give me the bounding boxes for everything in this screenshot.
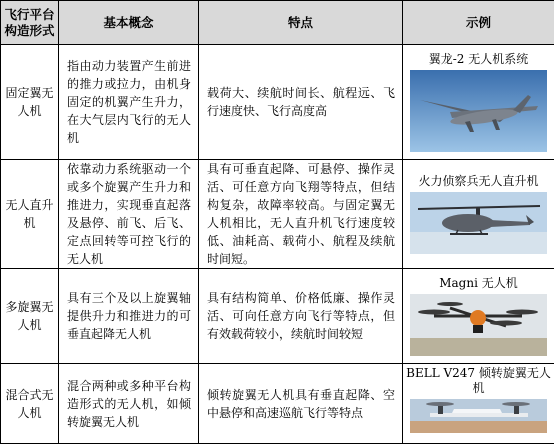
platform-type-cell: 无人直升机 xyxy=(1,160,59,269)
multirotor-drone-photo xyxy=(410,294,547,356)
example-title: 翼龙-2 无人机系统 xyxy=(403,50,554,67)
table-row xyxy=(1,364,554,444)
platform-type-cell: 固定翼无人机 xyxy=(1,45,59,160)
example-cell xyxy=(403,160,554,269)
concept-cell: 混合两种或多种平台构造形式的无人机，如倾转旋翼无人机 xyxy=(59,364,199,444)
example-title: 火力侦察兵无人直升机 xyxy=(403,172,554,189)
fixed-wing-drone-photo xyxy=(410,70,547,152)
concept-cell: 具有三个及以上旋翼轴提供升力和推进力的可垂直起降无人机 xyxy=(59,269,199,364)
feature-cell: 具有可垂直起降、可悬停、操作灵活、可任意方向飞翔等特点，但结构复杂，故障率较高。与固定翼无人机相比，无人直升机飞行速度较低、油耗高、载荷小、航程及续航时间短。 xyxy=(199,160,403,269)
header-row xyxy=(1,1,554,45)
tiltrotor-drone-photo xyxy=(410,399,547,433)
feature-cell: 具有结构简单、价格低廉、操作灵活、可向任意方向飞行等特点，但有效载荷较小，续航时间较短 xyxy=(199,269,403,364)
header-features: 特点 xyxy=(199,1,403,45)
example-title: Magni 无人机 xyxy=(403,274,554,291)
header-basic-concept: 基本概念 xyxy=(59,1,199,45)
example-cell xyxy=(403,364,554,444)
example-cell xyxy=(403,45,554,160)
feature-cell: 倾转旋翼无人机具有垂直起降、空中悬停和高速巡航飞行等特点 xyxy=(199,364,403,444)
helicopter-drone-photo xyxy=(410,192,547,254)
header-example: 示例 xyxy=(403,1,554,45)
table-row xyxy=(1,269,554,364)
platform-type-cell: 混合式无人机 xyxy=(1,364,59,444)
example-cell xyxy=(403,269,554,364)
example-title: BELL V247 倾转旋翼无人机 xyxy=(403,364,554,396)
header-platform-type: 飞行平台构造形式 xyxy=(1,1,59,45)
table-row xyxy=(1,45,554,160)
concept-cell: 指由动力装置产生前进的推力或拉力，由机身固定的机翼产生升力，在大气层内飞行的无人机 xyxy=(59,45,199,160)
feature-cell: 载荷大、续航时间长、航程远、飞行速度快、飞行高度高 xyxy=(199,45,403,160)
concept-cell: 依靠动力系统驱动一个或多个旋翼产生升力和推进力，实现垂直起落及悬停、前飞、后飞、定点回转等可控飞行的无人机 xyxy=(59,160,199,269)
platform-type-cell: 多旋翼无人机 xyxy=(1,269,59,364)
table-row xyxy=(1,160,554,269)
